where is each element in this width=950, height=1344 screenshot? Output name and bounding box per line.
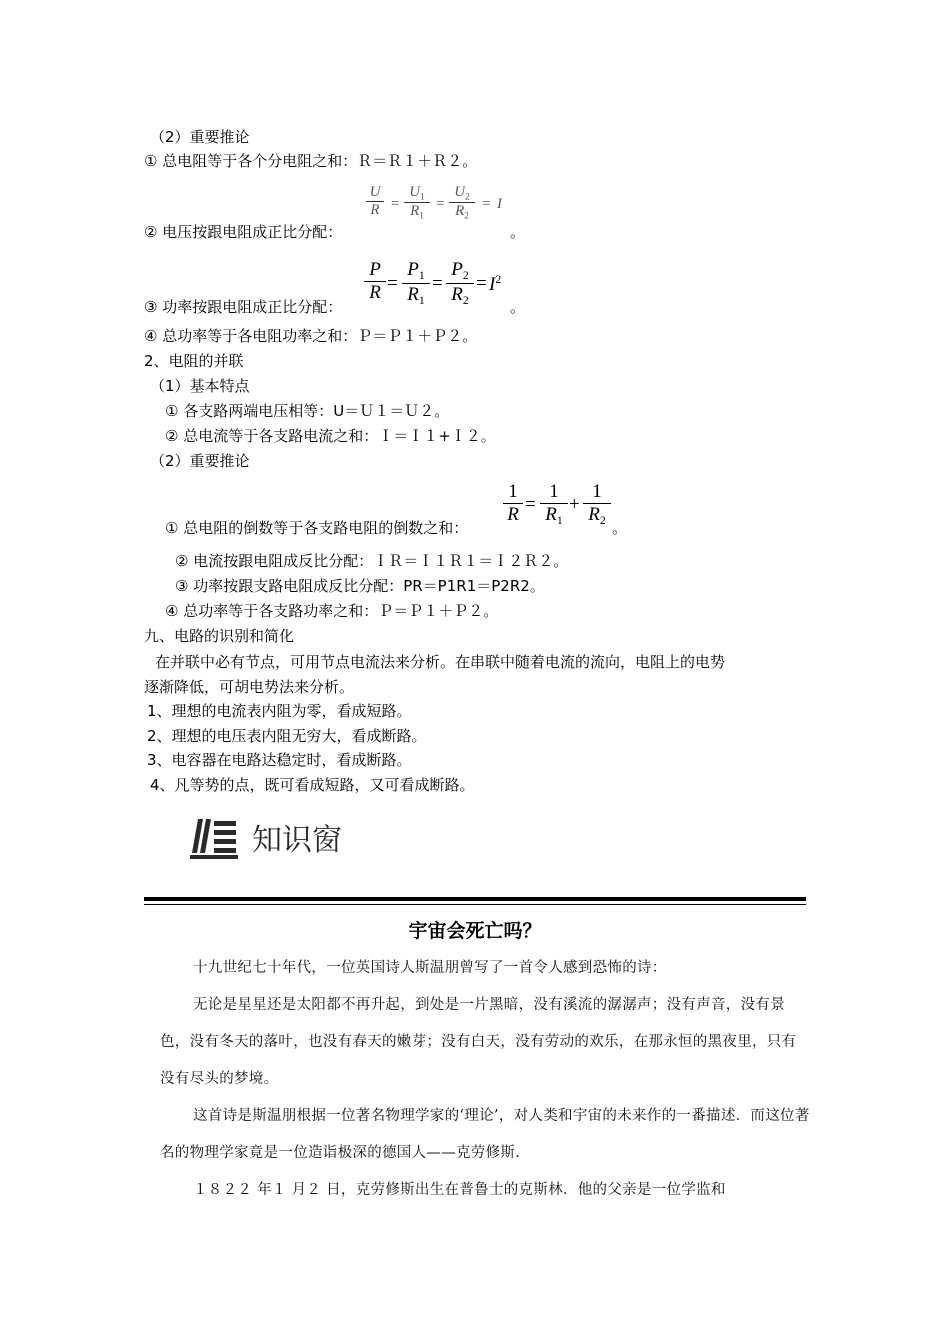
section-nine-para-line1: 在并联中必有节点，可用节点电流法来分析。在串联中随着电流的流向，电阻上的电势 (155, 653, 726, 671)
article-paragraph-1: 十九世纪七十年代，一位英国诗人斯温朋曾写了一首令人感到恐怖的诗： (193, 960, 667, 976)
power-frac-3: $P_2$ $R_2$ (446, 259, 474, 308)
article-body (160, 950, 810, 1209)
eq-sign: = (482, 196, 491, 212)
section-nine-para-line2: 逐渐降低，可胡电势法来分析。 (144, 678, 355, 696)
voltage-period: 。 (510, 223, 526, 241)
rule-voltmeter: 2、理想的电压表内阻无穷大，看成断路。 (147, 727, 427, 745)
parallel-inference-1: ① 总电阻的倒数等于各支路电阻的倒数之和： (165, 519, 469, 537)
power-period: 。 (510, 298, 526, 316)
thin-divider (144, 904, 806, 905)
thick-divider (144, 897, 806, 901)
parallel-title: 2、电阻的并联 (144, 352, 244, 370)
series-item-total-resistance: ① 总电阻等于各个分电阻之和：Ｒ＝Ｒ１＋Ｒ２。 (144, 152, 478, 170)
series-item-voltage-label: ② 电压按跟电阻成正比分配： (144, 223, 343, 241)
section-nine-title: 九、电路的识别和简化 (144, 627, 295, 645)
power-frac-2: $P_1$ $R_1$ (402, 259, 430, 308)
series-inference-heading: （2）重要推论 (150, 128, 250, 146)
knowledge-window-label: 知识窗 (252, 823, 342, 858)
voltage-frac-2: $U_1$ $R_1$ (404, 184, 430, 222)
series-item-power-label: ③ 功率按跟电阻成正比分配： (144, 298, 343, 316)
eq-sign: = (387, 273, 398, 294)
series-item-total-power: ④ 总功率等于各电阻功率之和：Ｐ＝Ｐ１＋Ｐ２。 (144, 327, 478, 345)
article-paragraph-2: 无论是星星还是太阳都不再升起，到处是一片黑暗，没有溪流的潺潺声；没有声音，没有景色，没有冬天的落叶，也没有春天的嫩芽；没有白天，没有劳动的欢乐，在那永恒的黑夜里，只有没有尽头的梦境。 (160, 997, 797, 1087)
eq-sign: = (436, 196, 445, 212)
parallel-basic-2: ② 总电流等于各支路电流之和：Ｉ＝Ｉ１+Ｉ２。 (165, 427, 496, 445)
eq-sign: = (432, 273, 443, 294)
parallel-inference-2: ② 电流按跟电阻成反比分配：ＩＲ＝Ｉ１Ｒ１＝Ｉ２Ｒ２。 (175, 552, 569, 570)
eq-sign: = (525, 494, 536, 515)
parallel-frac-1: 1 R (503, 481, 523, 526)
rule-ammeter: 1、理想的电流表内阻为零，看成短路。 (147, 702, 412, 720)
article-paragraph-3: 这首诗是斯温朋根据一位著名物理学家的‘理论’，对人类和宇宙的未来作的一番描述．而这位著名的物理学家竟是一位造诣极深的德国人——克劳修斯． (160, 1108, 810, 1161)
voltage-frac-1: U R (366, 184, 384, 219)
plus-sign: + (569, 494, 580, 515)
rule-equipotential: 4、凡等势的点，既可看成短路，又可看成断路。 (150, 776, 475, 794)
voltage-frac-3: $U_2$ $R_2$ (449, 184, 475, 222)
parallel-frac-3: 1 $R_2$ (583, 481, 611, 528)
parallel-inference-3: ③ 功率按跟支路电阻成反比分配：PR＝P1R1＝P2R2。 (175, 577, 545, 595)
books-icon (188, 815, 240, 861)
rule-capacitor: 3、电容器在电路达稳定时，看成断路。 (147, 751, 412, 769)
voltage-rhs: I (497, 196, 502, 212)
eq-sign: = (476, 273, 487, 294)
parallel-basic-1: ① 各支路两端电压相等：U＝Ｕ１＝Ｕ２。 (165, 402, 450, 420)
parallel-inference-heading: （2）重要推论 (150, 452, 250, 470)
parallel-basic-heading: （1）基本特点 (150, 377, 250, 395)
parallel-inference-4: ④ 总功率等于各支路功率之和：Ｐ＝Ｐ１＋Ｐ２。 (165, 602, 499, 620)
parallel-formula-period: 。 (612, 519, 628, 537)
parallel-frac-2: 1 $R_1$ (540, 481, 568, 528)
article-paragraph-4: １８２２ 年１ 月２ 日，克劳修斯出生在普鲁士的克斯林．他的父亲是一位学监和 (193, 1182, 726, 1198)
eq-sign: = (391, 196, 400, 212)
article-title: 宇宙会死亡吗？ (408, 920, 542, 942)
power-rhs: $I^2$ (489, 273, 502, 296)
power-frac-1: P R (364, 259, 386, 304)
